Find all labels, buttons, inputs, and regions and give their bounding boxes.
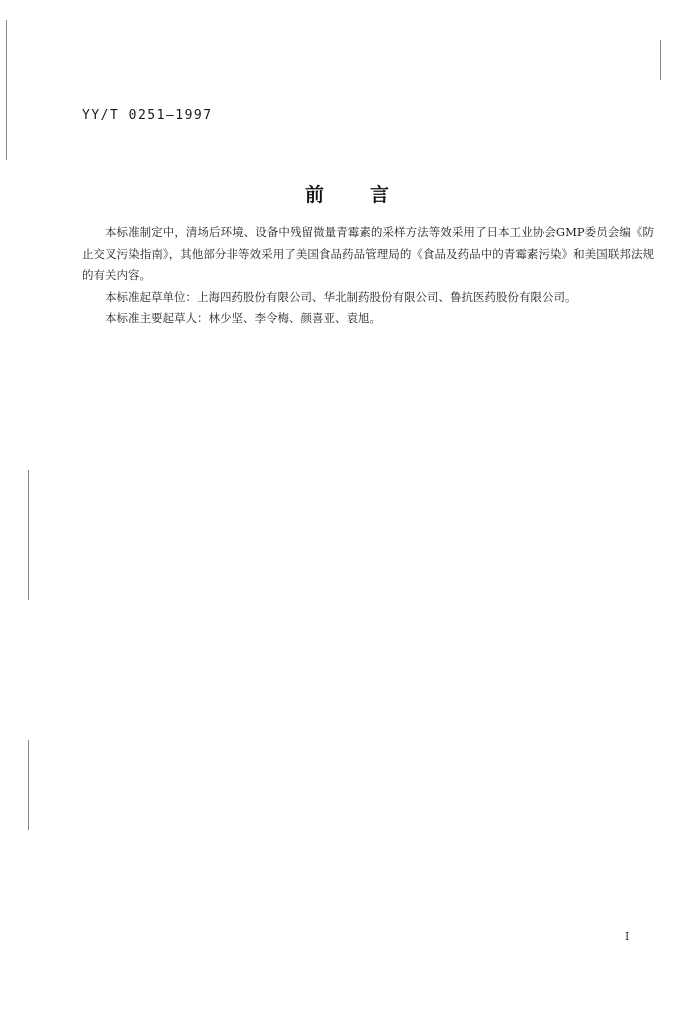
scan-margin-line (6, 20, 7, 160)
foreword-body (82, 222, 654, 330)
page-title: 前言 (304, 184, 435, 206)
document-code: YY/T 0251—1997 (82, 108, 213, 123)
paragraph-drafters: 本标准主要起草人：林少坚、李令梅、颜喜亚、袁旭。 (105, 311, 381, 325)
page-number: I (625, 930, 630, 943)
paragraph-adoption: 本标准制定中，清场后环境、设备中残留微量青霉素的采样方法等效采用了日本工业协会GMP委员会编《防止交叉污染指南》，其他部分非等效采用了美国食品药品管理局的《食品及药品中的青霉素污染》和美国联邦法规的有关内容。 (82, 225, 654, 282)
paragraph-drafting-units: 本标准起草单位：上海四药股份有限公司、华北制药股份有限公司、鲁抗医药股份有限公司。 (105, 289, 577, 304)
scan-margin-line (660, 40, 661, 80)
scan-margin-line (28, 470, 29, 600)
scan-margin-line (28, 740, 29, 830)
